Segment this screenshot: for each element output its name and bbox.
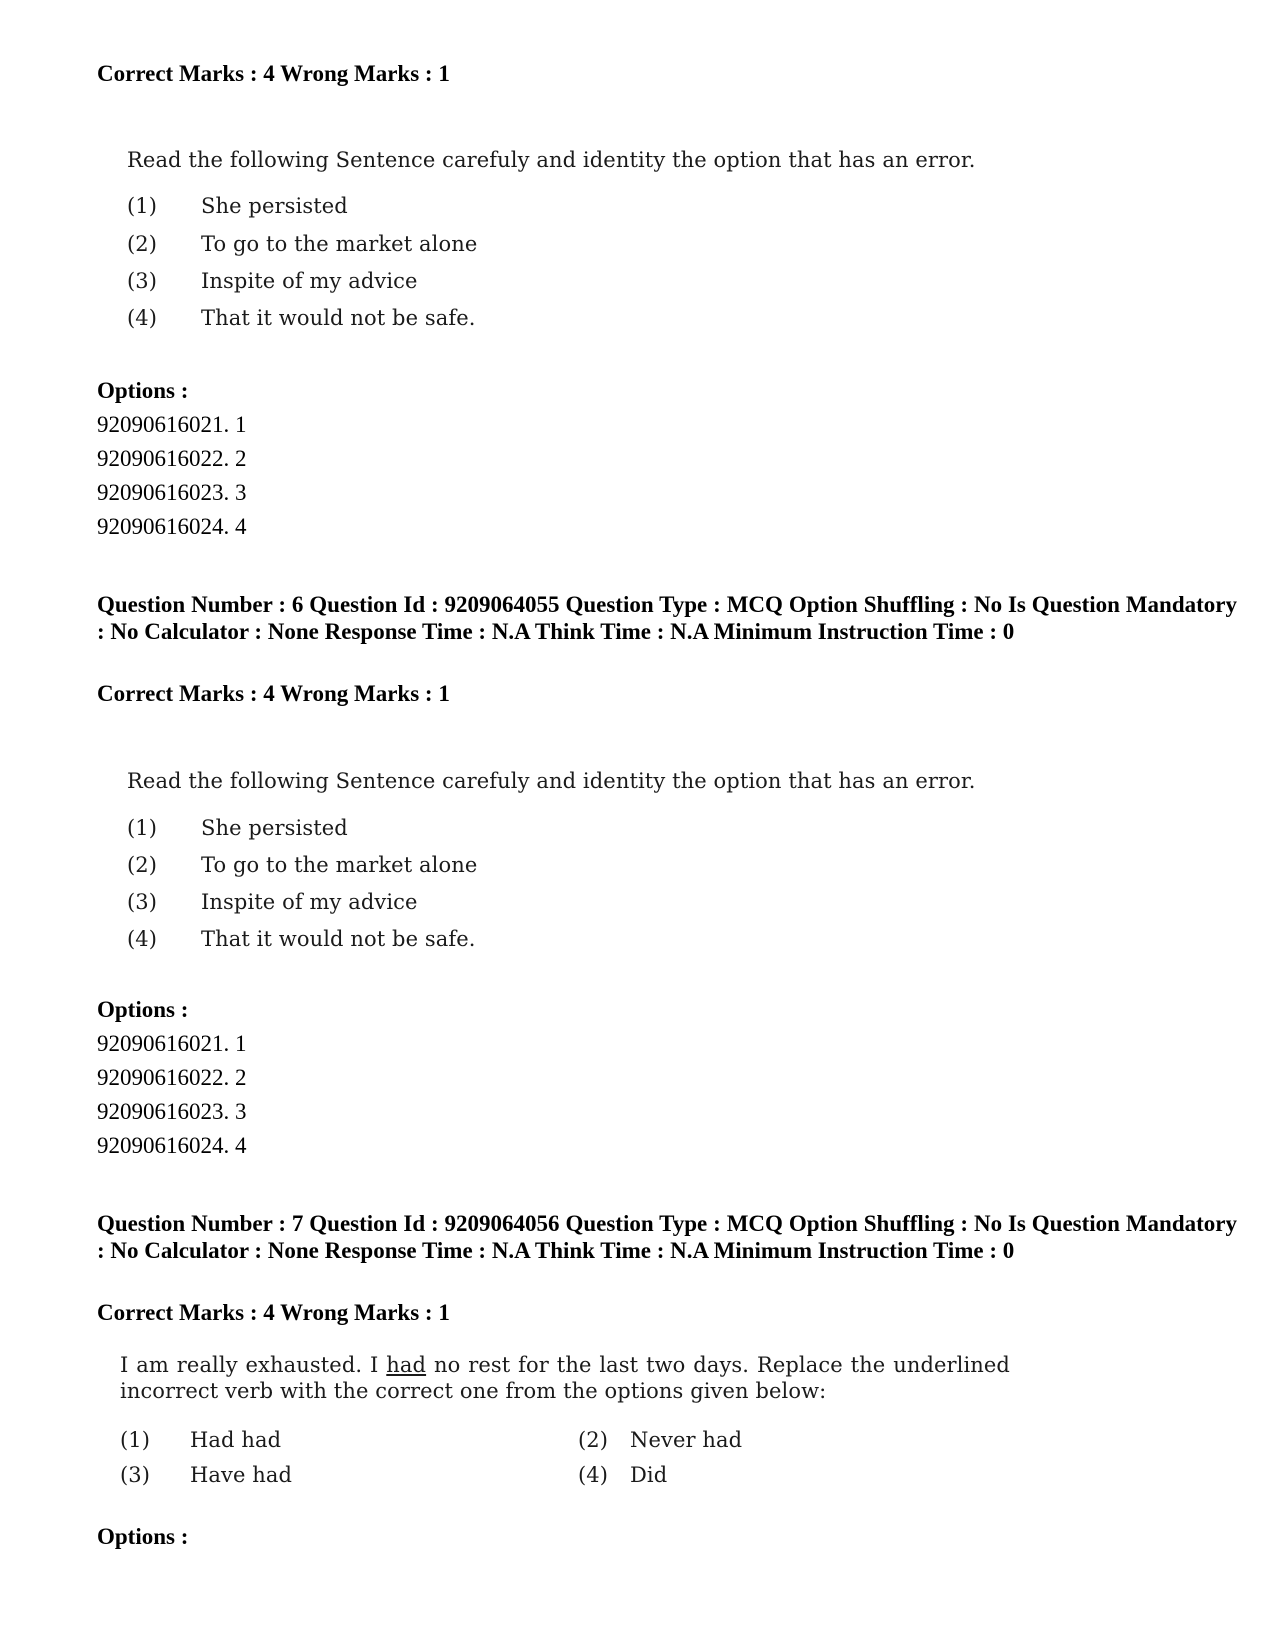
question-meta: Question Number : 7 Question Id : 9209064056 Question Type : MCQ Option Shuffling : No Is Question Mandatory : No Calculator : None Response Time : N.A Think Time : N.A Minimum Instruction Time : 0 <box>97 1211 1237 1263</box>
question-stem <box>120 1352 1010 1404</box>
stem-text: no rest for the last two days. Replace the underlined incorrect verb with the correct one from the options given below: <box>120 1353 1010 1403</box>
question-instruction: Read the following Sentence carefuly and identity the option that has an error. <box>127 769 976 793</box>
item-number: (1) <box>127 194 158 218</box>
question-item <box>127 889 418 915</box>
item-text: Never had <box>630 1428 743 1452</box>
question-item <box>127 926 476 952</box>
correct-marks-line: Correct Marks : 4 Wrong Marks : 1 <box>97 61 450 86</box>
item-number: (1) <box>127 816 158 840</box>
option-line: 92090616023. 3 <box>97 480 247 505</box>
item-text: She persisted <box>201 194 348 218</box>
item-number: (3) <box>127 890 158 914</box>
question-item <box>127 193 348 219</box>
item-number: (4) <box>578 1463 609 1487</box>
option-line: 92090616022. 2 <box>97 446 247 471</box>
item-text: That it would not be safe. <box>201 306 476 330</box>
item-number: (2) <box>127 232 158 256</box>
item-text: Inspite of my advice <box>201 890 418 914</box>
item-text: Inspite of my advice <box>201 269 418 293</box>
question-item <box>578 1462 667 1488</box>
item-text: Had had <box>190 1428 282 1452</box>
option-line: 92090616022. 2 <box>97 1065 247 1090</box>
question-item <box>120 1462 292 1488</box>
question-instruction: Read the following Sentence carefuly and identity the option that has an error. <box>127 148 976 172</box>
item-number: (2) <box>127 853 158 877</box>
options-heading: Options : <box>97 1524 189 1549</box>
question-item <box>127 852 477 878</box>
item-number: (4) <box>127 927 158 951</box>
item-text: That it would not be safe. <box>201 927 476 951</box>
question-item <box>127 268 418 294</box>
option-line: 92090616024. 4 <box>97 514 247 539</box>
item-number: (4) <box>127 306 158 330</box>
options-heading: Options : <box>97 997 189 1022</box>
correct-marks-line: Correct Marks : 4 Wrong Marks : 1 <box>97 1300 450 1325</box>
option-line: 92090616024. 4 <box>97 1133 247 1158</box>
option-line: 92090616021. 1 <box>97 412 247 437</box>
option-line: 92090616023. 3 <box>97 1099 247 1124</box>
item-number: (3) <box>127 269 158 293</box>
question-item <box>578 1427 742 1453</box>
item-text: Did <box>630 1463 668 1487</box>
options-heading: Options : <box>97 378 189 403</box>
item-text: To go to the market alone <box>201 853 478 877</box>
option-line: 92090616021. 1 <box>97 1031 247 1056</box>
question-item <box>127 231 477 257</box>
correct-marks-line: Correct Marks : 4 Wrong Marks : 1 <box>97 681 450 706</box>
question-meta: Question Number : 6 Question Id : 9209064055 Question Type : MCQ Option Shuffling : No Is Question Mandatory : No Calculator : None Response Time : N.A Think Time : N.A Minimum Instruction Time : 0 <box>97 592 1237 644</box>
stem-text: I am really exhausted. I <box>120 1353 387 1377</box>
item-text: To go to the market alone <box>201 232 478 256</box>
underlined-verb: had <box>386 1353 427 1377</box>
item-number: (2) <box>578 1428 609 1452</box>
question-item <box>120 1427 281 1453</box>
item-text: Have had <box>190 1463 293 1487</box>
item-number: (1) <box>120 1428 151 1452</box>
item-number: (3) <box>120 1463 151 1487</box>
question-item <box>127 815 348 841</box>
item-text: She persisted <box>201 816 348 840</box>
question-item <box>127 305 476 331</box>
